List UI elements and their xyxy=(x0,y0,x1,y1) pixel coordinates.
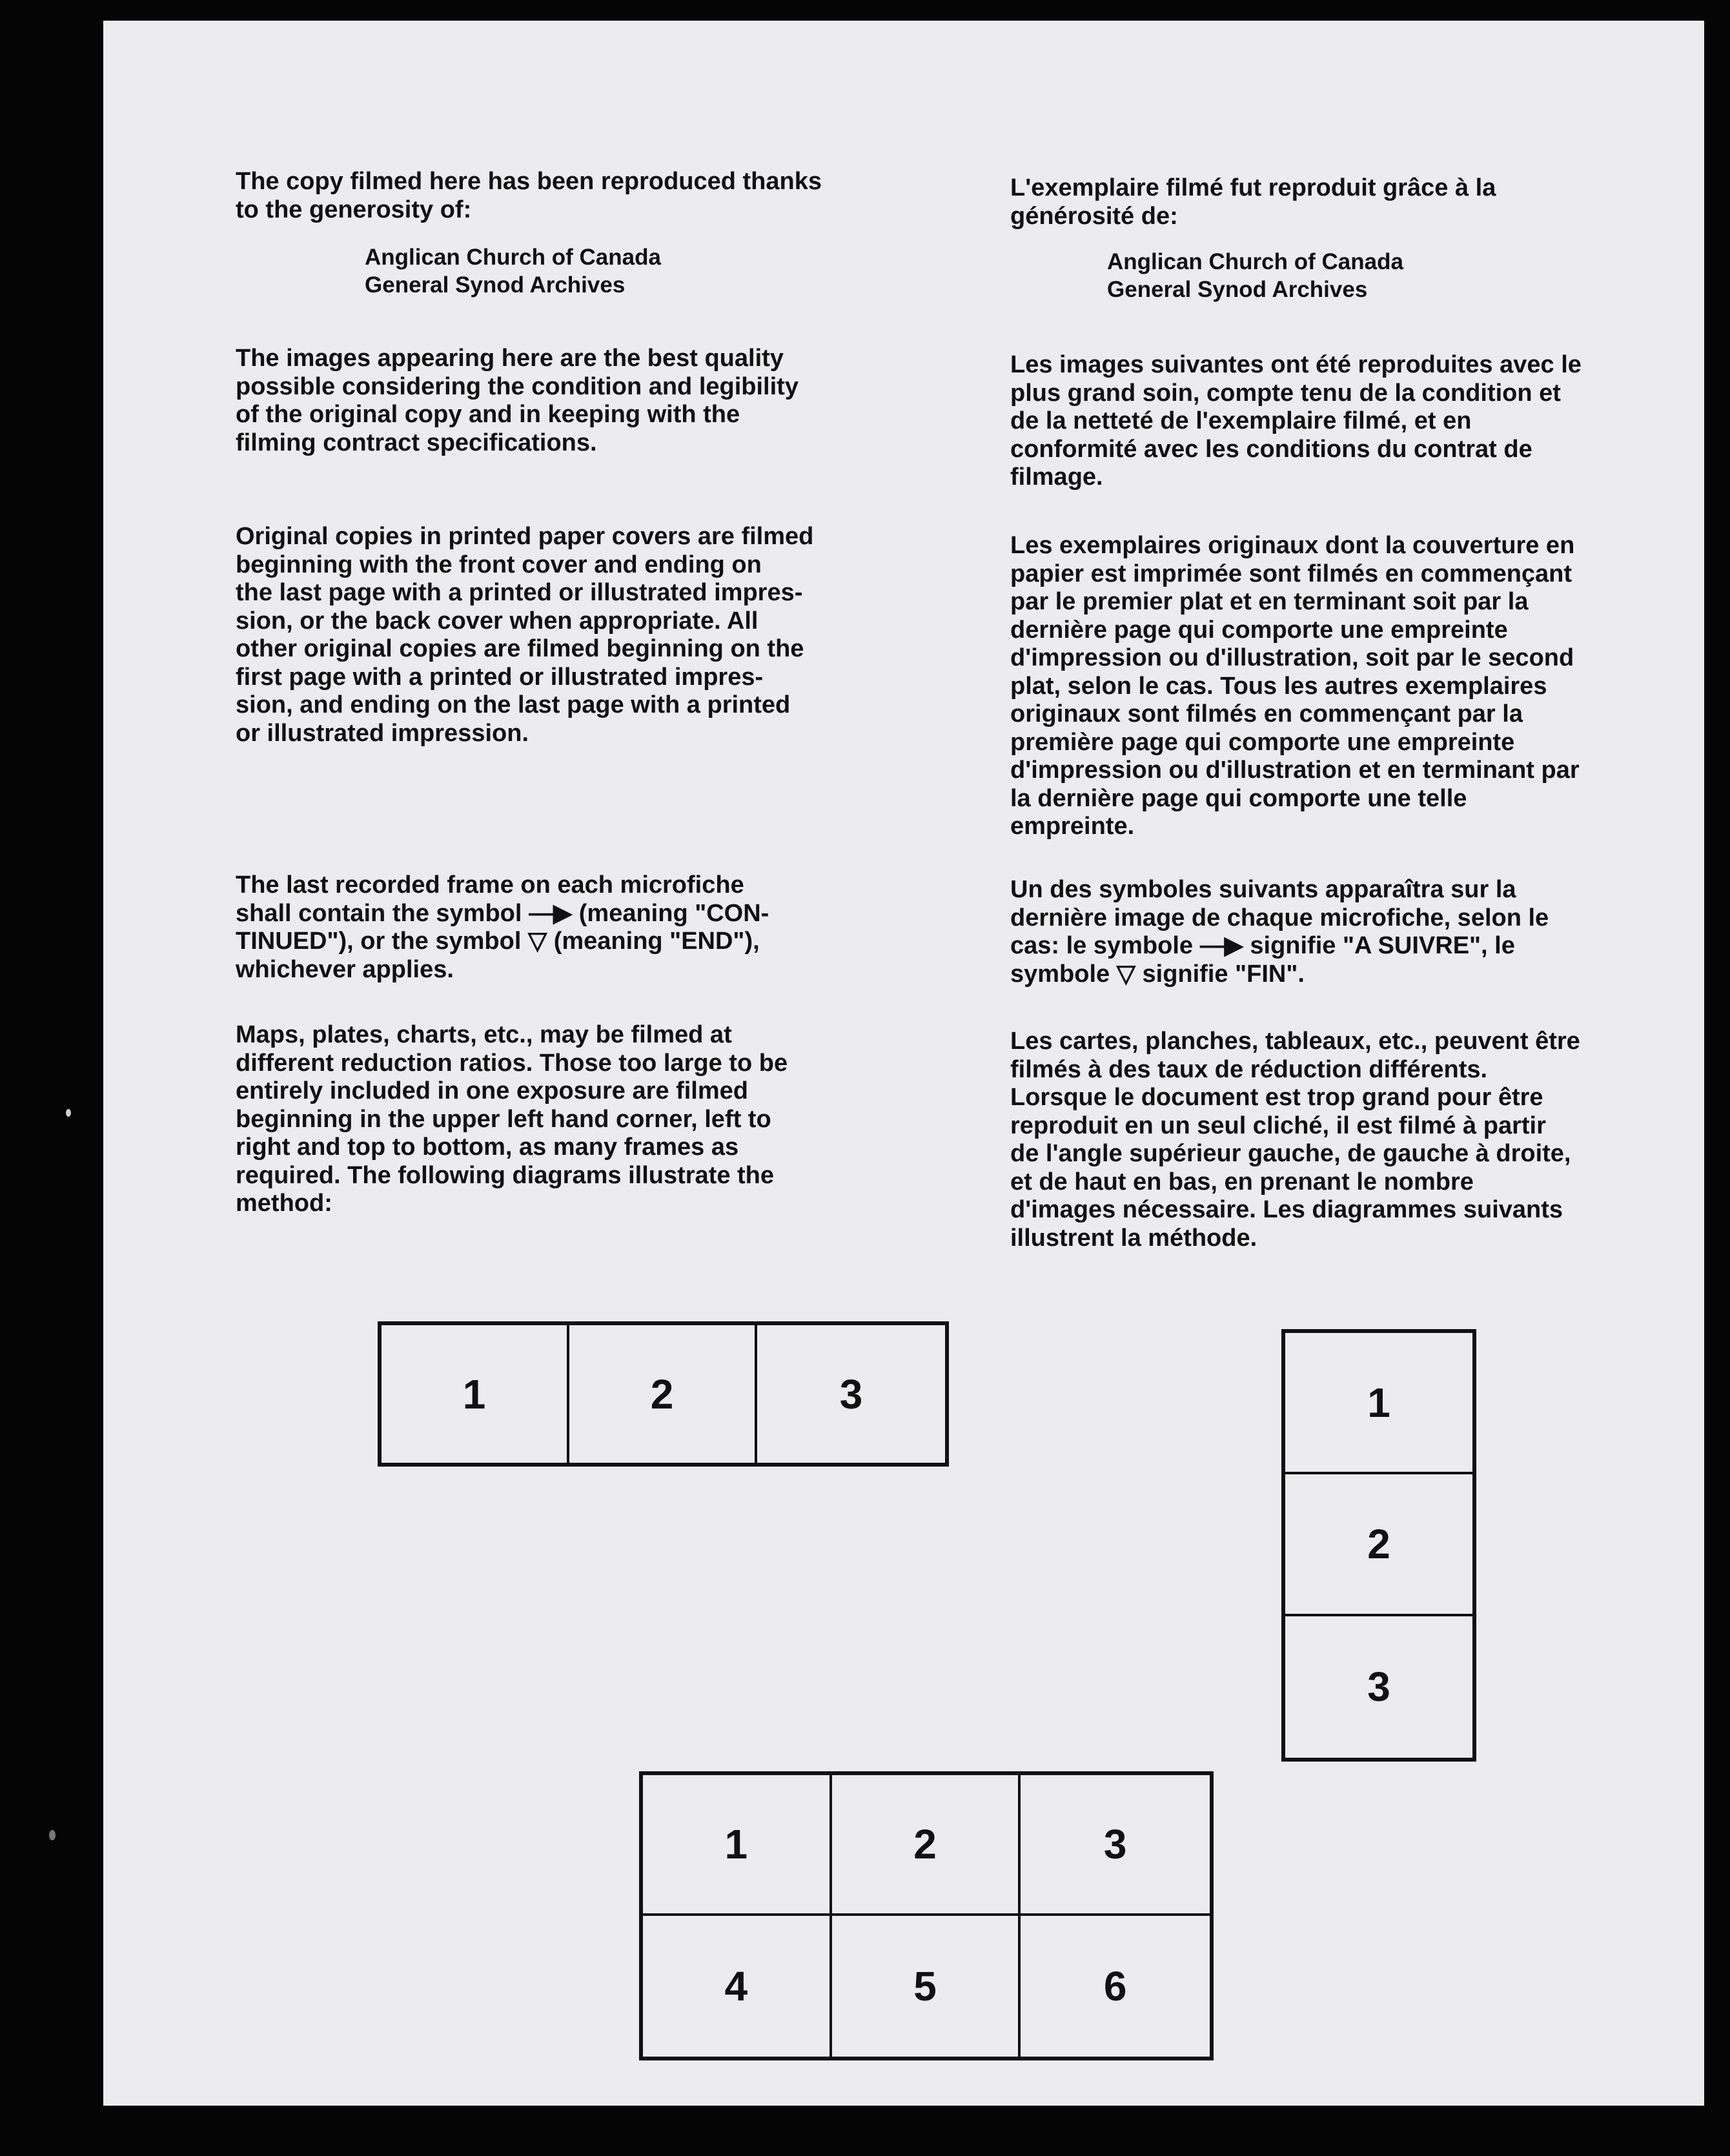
diagram-three-down xyxy=(1281,1329,1476,1762)
diagram-cell: 3 xyxy=(1021,1775,1210,1916)
fr-covers-text: Les exemplaires originaux dont la couverture en papier est imprimée sont filmés en commençant par le premier plat et en terminant soit par la dernière page qui comporte une empreinte d'impression ou d'illustration, soit par le second plat, selon le cas. Tous les autres exemplaires originaux sont filmés en commençant par la première page qui comporte une empreinte d'impression ou d'illustration et en terminant par la dernière page qui comporte une telle empreinte. xyxy=(1010,532,1580,840)
fr-quality-text: Les images suivantes ont été reproduites avec le plus grand soin, compte tenu de la condition et de la netteté de l'exemplaire filmé, et en conformité avec les conditions du contrat de filmage. xyxy=(1010,351,1582,491)
diagram-cell: 3 xyxy=(839,1370,863,1418)
diagram-cell: 2 xyxy=(832,1775,1021,1916)
diagram-cell: 1 xyxy=(382,1325,569,1463)
diagram-cell: 6 xyxy=(1103,1963,1127,2009)
dust-speck xyxy=(66,1109,71,1117)
en-covers-text: Original copies in printed paper covers are filmed beginning with the front cover and ending on the last page with a printed or illustrated impres- sion, or the back cover when appropriate. All other original copies are filmed beginning on the first page with a printed or illustrated impres- sion, and ending on the last page with a printed or illustrated impression. xyxy=(236,523,814,747)
en-quality-text: The images appearing here are the best quality possible considering the condition and legibility of the original copy and in keeping with the filming contract specifications. xyxy=(236,345,799,456)
diagram-cell: 1 xyxy=(643,1775,832,1916)
document-page xyxy=(103,21,1704,2106)
diagram-six-grid xyxy=(639,1771,1214,2060)
fr-credit: Anglican Church of Canada General Synod Archives xyxy=(1107,249,1403,302)
diagram-cell: 1 xyxy=(1285,1333,1472,1474)
fr-maps-text: Les cartes, planches, tableaux, etc., peuvent être filmés à des taux de réduction différents. Lorsque le document est trop grand pour être reproduit en un seul cliché, il est filmé à partir de l'angle supérieur gauche, de gauche à droite, et de haut en bas, en prenant le nombre d'images nécessaire. Les diagrammes suivants illustrent la méthode. xyxy=(1010,1028,1580,1252)
en-symbols-text: The last recorded frame on each microfiche shall contain the symbol —▶ (meaning "CON- TINUED"), or the symbol ▽ (meaning "END"), whichever applies. xyxy=(236,871,769,983)
diagram-cell: 5 xyxy=(832,1916,1021,2057)
diagram-cell: 4 xyxy=(643,1916,832,2057)
fr-generosity-text: L'exemplaire filmé fut reproduit grâce à la générosité de: xyxy=(1010,174,1496,230)
en-maps-text: Maps, plates, charts, etc., may be filmed at different reduction ratios. Those too large to be entirely included in one exposure are filmed beginning in the upper left hand corner, left to right and top to bottom, as many frames as required. The following diagrams illustrate the method: xyxy=(236,1021,788,1217)
en-credit: Anglican Church of Canada General Synod Archives xyxy=(365,245,661,298)
dust-speck xyxy=(49,1830,56,1840)
diagram-cell: 3 xyxy=(1367,1663,1390,1711)
diagram-three-across xyxy=(378,1321,949,1467)
diagram-cell: 2 xyxy=(1285,1474,1472,1616)
en-generosity-text: The copy filmed here has been reproduced thanks to the generosity of: xyxy=(236,168,822,223)
fr-symbols-text: Un des symboles suivants apparaîtra sur la dernière image de chaque microfiche, selon le cas: le symbole —▶ signifie "A SUIVRE", le symbole ▽ signifie "FIN". xyxy=(1010,876,1549,988)
diagram-cell: 2 xyxy=(569,1325,757,1463)
